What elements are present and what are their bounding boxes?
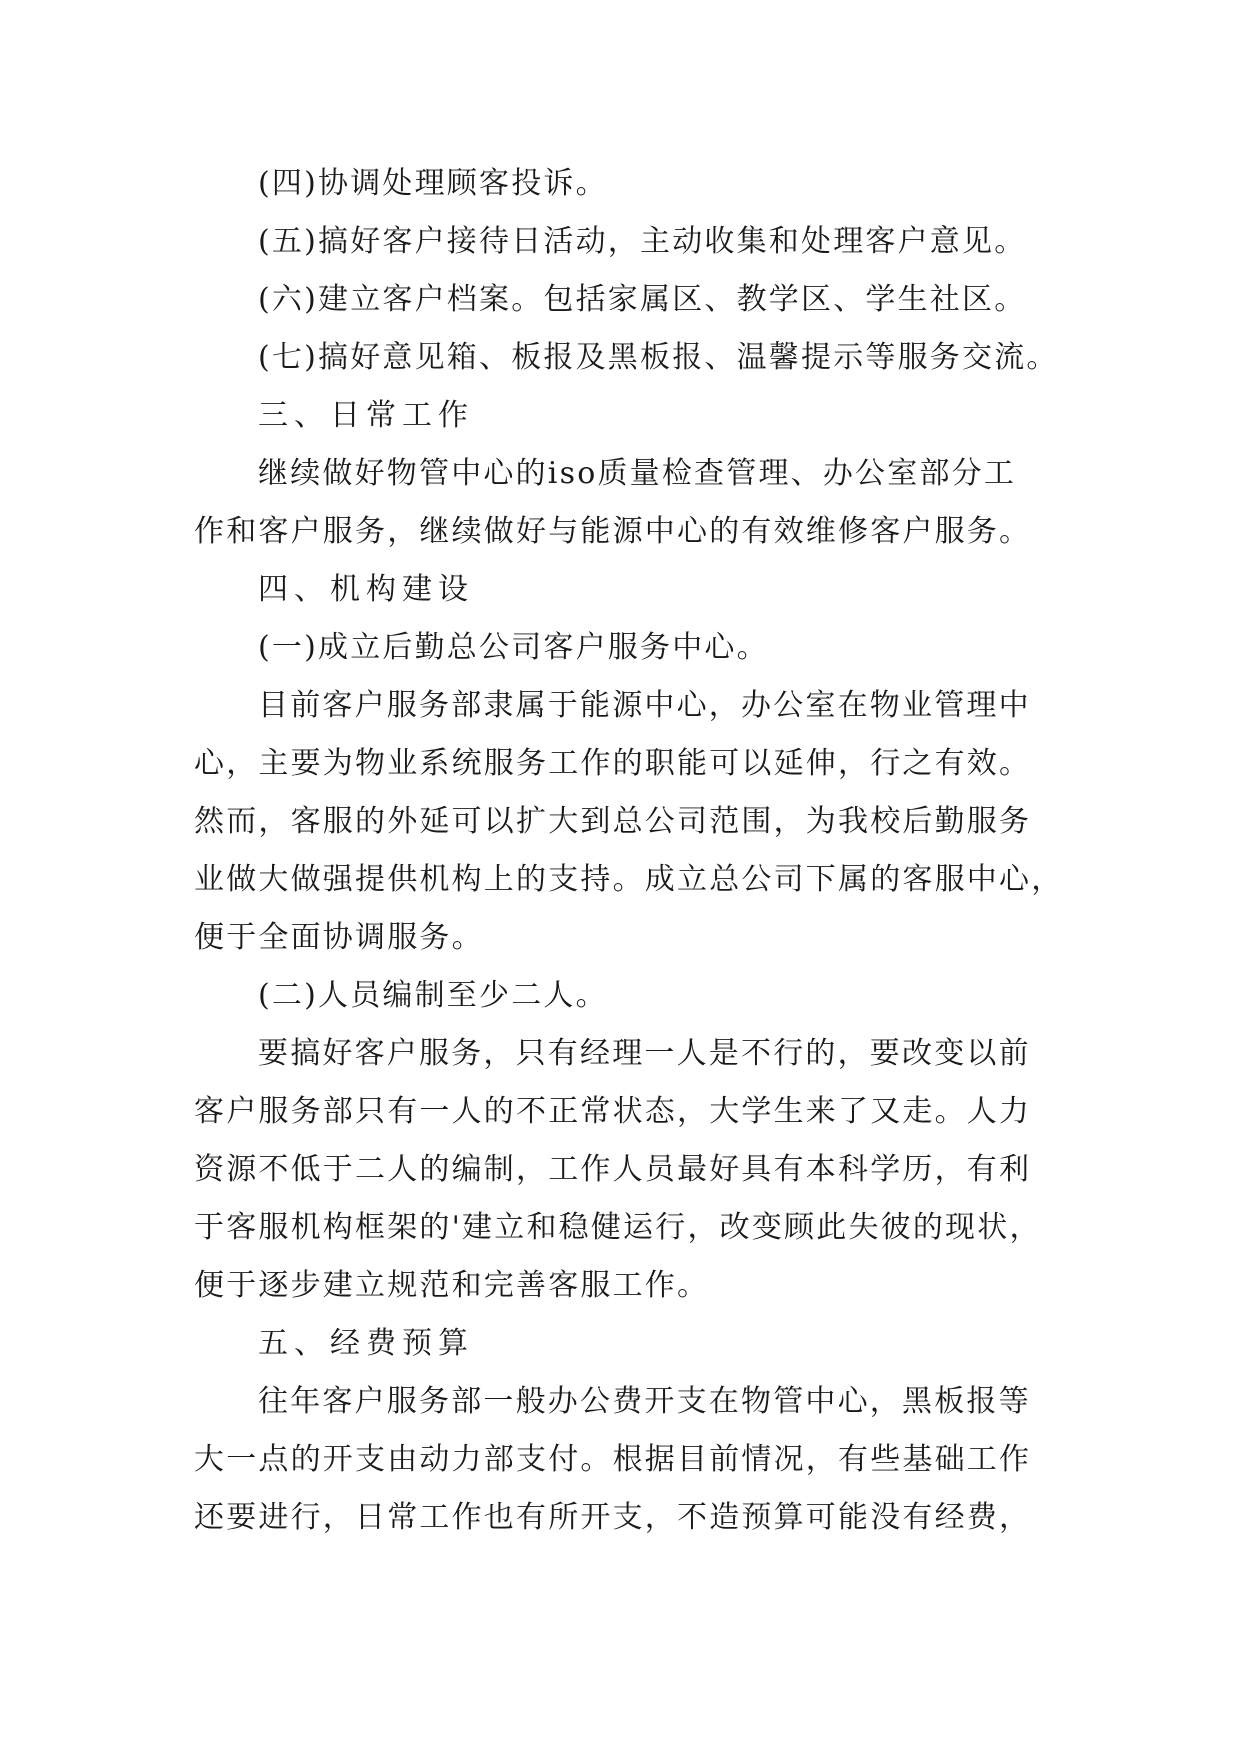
paragraph-line: 业做大做强提供机构上的支持。成立总公司下属的客服中心， — [194, 862, 1064, 897]
list-item-5: (五)搞好客户接待日活动，主动收集和处理客户意见。 — [258, 224, 1027, 259]
section-heading-4: 四、机构建设 — [258, 572, 474, 607]
list-item-6: (六)建立客户档案。包括家属区、教学区、学生社区。 — [258, 282, 1027, 317]
paragraph-line: 往年客户服务部一般办公费开支在物管中心，黑板报等 — [258, 1384, 1031, 1419]
list-item-2: (二)人员编制至少二人。 — [258, 978, 608, 1013]
paragraph-line: 心，主要为物业系统服务工作的职能可以延伸，行之有效。 — [194, 746, 1032, 781]
paragraph-line: 便于逐步建立规范和完善客服工作。 — [194, 1268, 710, 1303]
section-heading-5: 五、经费预算 — [258, 1326, 474, 1361]
list-item-1: (一)成立后勤总公司客户服务中心。 — [258, 630, 769, 665]
paragraph-line: 继续做好物管中心的iso质量检查管理、办公室部分工 — [258, 456, 1017, 491]
paragraph-line: 于客服机构框架的'建立和稳健运行，改变顾此失彼的现状， — [194, 1210, 1042, 1245]
paragraph-line: 资源不低于二人的编制，工作人员最好具有本科学历，有利 — [194, 1152, 1032, 1187]
list-item-4: (四)协调处理顾客投诉。 — [258, 166, 608, 201]
paragraph-line: 作和客户服务，继续做好与能源中心的有效维修客户服务。 — [194, 514, 1032, 549]
paragraph-line: 还要进行，日常工作也有所开支，不造预算可能没有经费， — [194, 1500, 1032, 1535]
paragraph-line: 客户服务部只有一人的不正常状态，大学生来了又走。人力 — [194, 1094, 1032, 1129]
paragraph-line: 然而，客服的外延可以扩大到总公司范围，为我校后勤服务 — [194, 804, 1032, 839]
paragraph-line: 大一点的开支由动力部支付。根据目前情况，有些基础工作 — [194, 1442, 1032, 1477]
paragraph-line: 便于全面协调服务。 — [194, 920, 484, 955]
paragraph-line: 要搞好客户服务，只有经理一人是不行的，要改变以前 — [258, 1036, 1031, 1071]
list-item-7: (七)搞好意见箱、板报及黑板报、温馨提示等服务交流。 — [258, 340, 1059, 375]
paragraph-line: 目前客户服务部隶属于能源中心，办公室在物业管理中 — [258, 688, 1031, 723]
section-heading-3: 三、日常工作 — [258, 398, 474, 433]
